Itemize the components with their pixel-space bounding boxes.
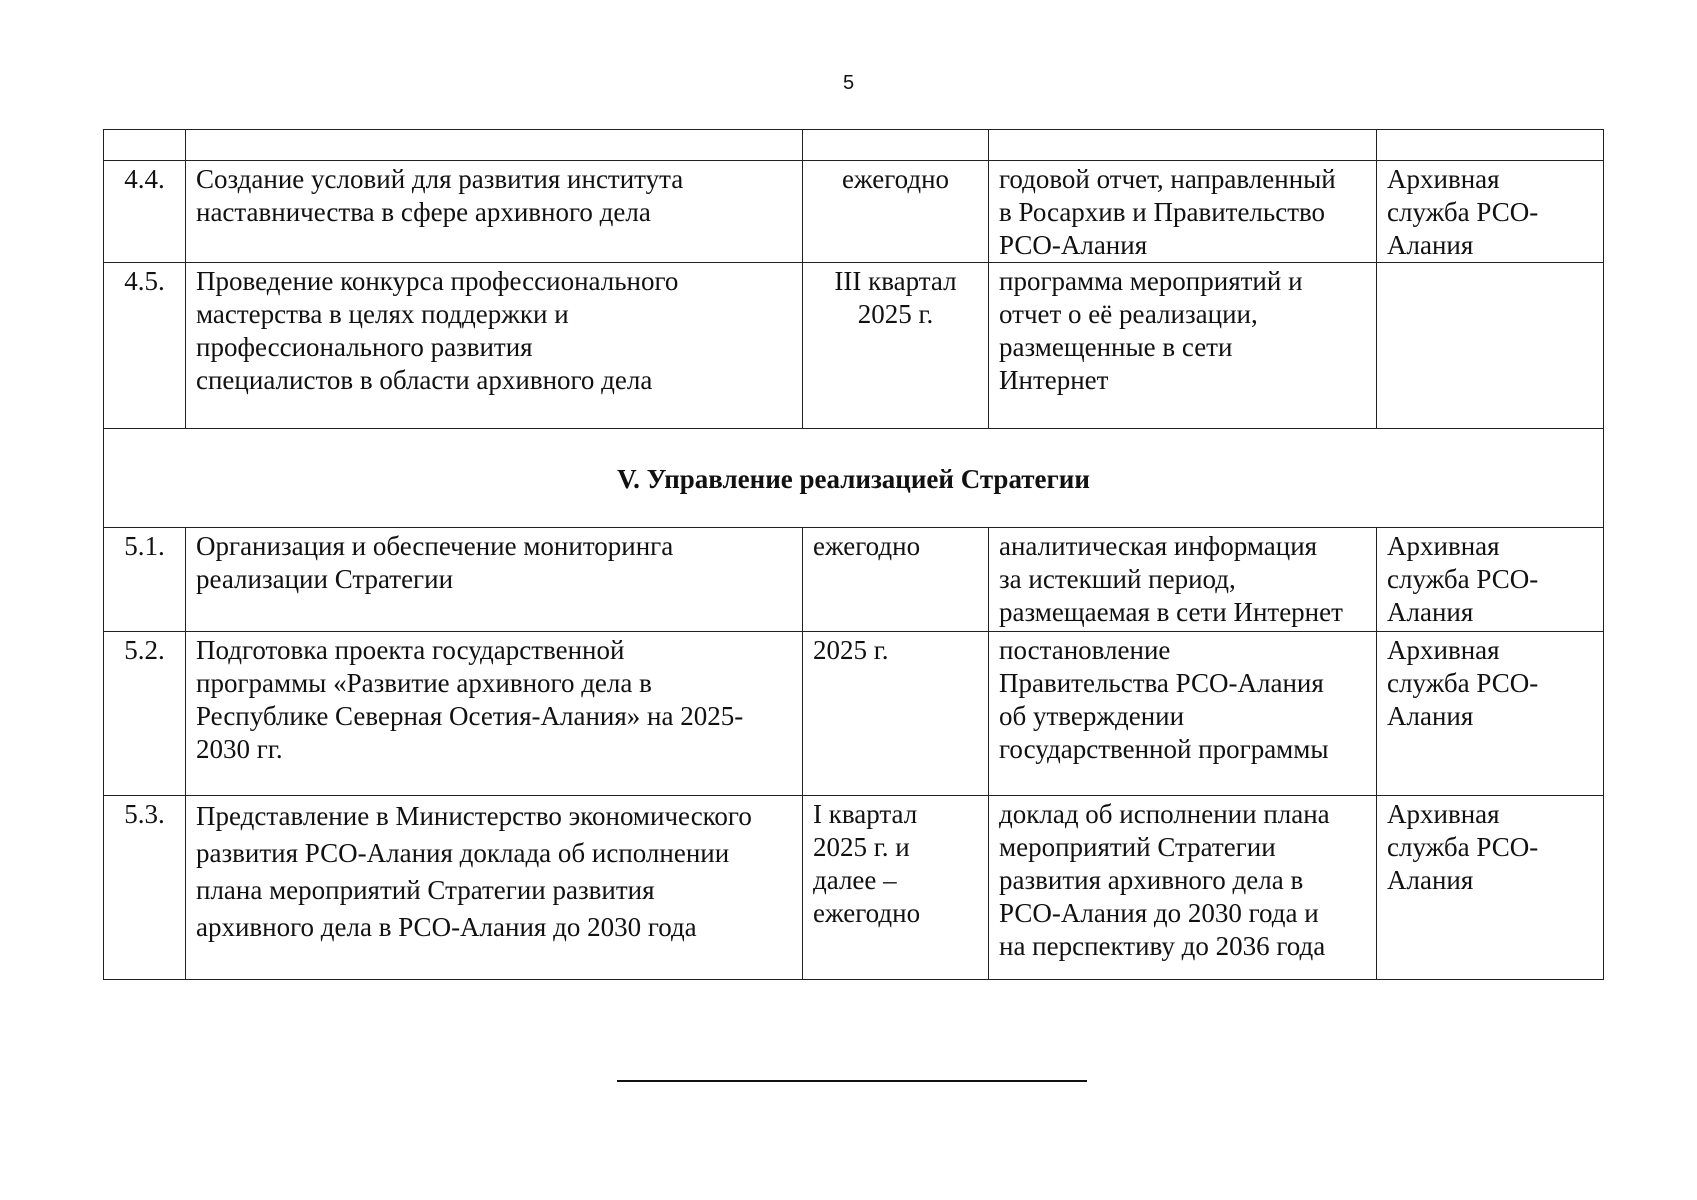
table-cell (186, 130, 803, 161)
result-cell: постановление Правительства РСО-Алания об утверждении государственной программы (989, 632, 1377, 796)
result-cell: годовой отчет, направленный в Росархив и Правительство РСО-Алания (989, 161, 1377, 263)
executor-cell: Архивная служба РСО- Алания (1377, 528, 1604, 632)
section-row (104, 429, 1604, 528)
term-cell: ежегодно (803, 528, 989, 632)
executor-cell: Архивная служба РСО- Алания (1377, 161, 1604, 263)
table-row (104, 161, 1604, 263)
result-cell: аналитическая информация за истекший период, размещаемая в сети Интернет (989, 528, 1377, 632)
table-cell (1377, 130, 1604, 161)
row-number: 5.1. (104, 528, 186, 632)
term-cell: I квартал 2025 г. и далее – ежегодно (803, 796, 989, 980)
strategy-plan-table (103, 129, 1604, 980)
table-row (104, 528, 1604, 632)
table-cell (989, 130, 1377, 161)
table-row (104, 796, 1604, 980)
term-cell: III квартал 2025 г. (803, 263, 989, 429)
row-number: 5.2. (104, 632, 186, 796)
activity-cell: Организация и обеспечение мониторинга реализации Стратегии (186, 528, 803, 632)
row-number: 5.3. (104, 796, 186, 980)
row-number: 4.4. (104, 161, 186, 263)
activity-cell: Проведение конкурса профессионального мастерства в целях поддержки и профессионального развития специалистов в области архивного дела (186, 263, 803, 429)
term-cell: 2025 г. (803, 632, 989, 796)
section-title: V. Управление реализацией Стратегии (104, 429, 1604, 528)
executor-cell: Архивная служба РСО- Алания (1377, 632, 1604, 796)
executor-cell (1377, 263, 1604, 429)
table-header-row-empty (104, 130, 1604, 161)
end-divider-line (617, 1080, 1087, 1082)
table-cell (104, 130, 186, 161)
activity-cell: Представление в Министерство экономического развития РСО-Алания доклада об исполнении плана мероприятий Стратегии развития архивного дела в РСО-Алания до 2030 года (186, 796, 803, 980)
page-number: 5 (842, 72, 855, 94)
table-cell (803, 130, 989, 161)
table-row (104, 632, 1604, 796)
result-cell: доклад об исполнении плана мероприятий Стратегии развития архивного дела в РСО-Алания до 2030 года и на перспективу до 2036 года (989, 796, 1377, 980)
term-cell: ежегодно (803, 161, 989, 263)
executor-cell: Архивная служба РСО- Алания (1377, 796, 1604, 980)
row-number: 4.5. (104, 263, 186, 429)
result-cell: программа мероприятий и отчет о её реализации, размещенные в сети Интернет (989, 263, 1377, 429)
activity-cell: Создание условий для развития института наставничества в сфере архивного дела (186, 161, 803, 263)
table-row (104, 263, 1604, 429)
activity-cell: Подготовка проекта государственной программы «Развитие архивного дела в Республике Северная Осетия-Алания» на 2025- 2030 гг. (186, 632, 803, 796)
